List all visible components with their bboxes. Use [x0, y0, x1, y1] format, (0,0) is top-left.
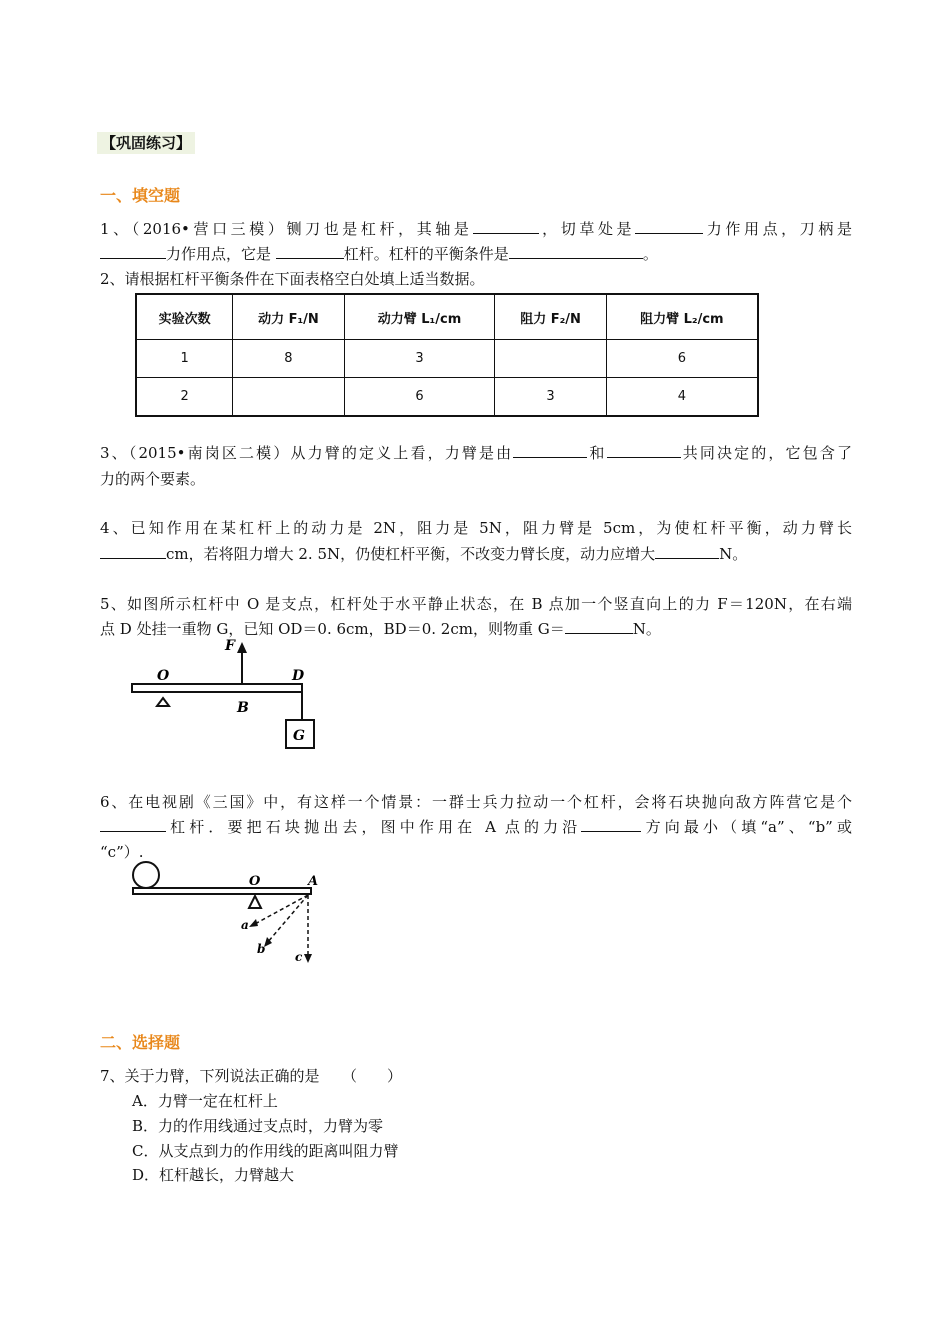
table-cell: 3 — [344, 340, 495, 378]
q1-text: 杠杆。杠杆的平衡条件是 — [343, 245, 509, 263]
stone-icon — [133, 862, 159, 888]
q3-text: 和 — [587, 444, 607, 462]
q2-text: 2、请根据杠杆平衡条件在下面表格空白处填上适当数据。 — [100, 270, 485, 288]
q7-option-c[interactable]: C．从支点到力的作用线的距离叫阻力臂 — [132, 1142, 399, 1160]
q5-blank-weight[interactable] — [565, 618, 633, 634]
table-cell: 6 — [344, 378, 495, 417]
q6-text: 杠杆．要把石块抛出去，图中作用在 A 点的力沿 — [166, 818, 582, 836]
q1-blank-condition[interactable] — [509, 243, 643, 259]
section-heading-fill: 一、填空题 — [100, 186, 181, 205]
q3-line2: 力的两个要素。 — [100, 470, 206, 488]
q4-blank-arm[interactable] — [100, 543, 166, 559]
section-tag: 【巩固练习】 — [97, 132, 195, 154]
q3-text: 3、（2015•南岗区二模）从力臂的定义上看，力臂是由 — [100, 444, 514, 462]
lever-figure-q5 — [125, 636, 325, 756]
q7-option-b[interactable]: B．力的作用线通过支点时，力臂为零 — [132, 1117, 384, 1135]
table-cell: 1 — [136, 340, 233, 378]
q3-text: 共同决定的，它包含了 — [680, 444, 852, 462]
table-header: 动力 F₁/N — [233, 294, 344, 340]
q5-text: N。 — [632, 620, 661, 638]
table-cell: 6 — [606, 340, 758, 378]
table-header: 动力臂 L₁/cm — [344, 294, 495, 340]
table-cell: 2 — [136, 378, 233, 417]
label-A: A — [308, 874, 319, 889]
q7-stem: 7、关于力臂，下列说法正确的是 （ ） — [100, 1067, 403, 1085]
lever-bar — [133, 888, 311, 894]
label-b: b — [257, 942, 266, 956]
q5-text: 点 D 处挂一重物 G，已知 OD＝0. 6cm，BD＝0. 2cm，则物重 G＝ — [100, 620, 565, 638]
label-D: D — [292, 668, 305, 684]
q1-text: 。 — [642, 245, 658, 263]
label-B: B — [237, 700, 249, 716]
table-header: 阻力臂 L₂/cm — [606, 294, 758, 340]
q3-line1 — [100, 441, 852, 465]
table-header: 实验次数 — [136, 294, 233, 340]
label-F: F — [225, 638, 235, 654]
q3-blank-1[interactable] — [513, 442, 587, 458]
label-a: a — [241, 918, 249, 932]
lever-bar — [132, 684, 302, 692]
table-header: 阻力 F₂/N — [495, 294, 606, 340]
q6-blank-type[interactable] — [100, 816, 166, 832]
q1-blank-handle[interactable] — [100, 243, 166, 259]
q4-text: cm，若将阻力增大 2. 5N，仍使杠杆平衡，不改变力臂长度，动力应增大 — [166, 545, 656, 563]
q6-line2 — [100, 815, 852, 839]
q1-text: 力作用点，它是 — [166, 245, 272, 263]
label-O: O — [249, 874, 261, 889]
q1-line2 — [100, 242, 852, 266]
q6-text: 方向最小（填“a”、“b”或 — [641, 818, 852, 836]
q1-text: ，切草处是 — [538, 220, 636, 238]
q4-blank-force[interactable] — [655, 543, 719, 559]
arrowhead-a-icon — [249, 919, 258, 927]
table-cell-blank[interactable] — [233, 378, 344, 417]
q7-option-a[interactable]: A．力臂一定在杠杆上 — [132, 1092, 278, 1110]
fulcrum-icon — [249, 896, 261, 908]
q1-line1 — [100, 217, 852, 241]
arrowhead-c-icon — [304, 954, 312, 963]
q1-blank-axis[interactable] — [473, 218, 539, 234]
q1-blank-cut[interactable] — [635, 218, 703, 234]
q3-blank-2[interactable] — [607, 442, 681, 458]
q5-line1: 5、如图所示杠杆中 O 是支点，杠杆处于水平静止状态，在 B 点加一个竖直向上的力 F＝120N，在右端 — [100, 595, 852, 613]
q6-line1: 6、在电视剧《三国》中，有这样一个情景：一群士兵力拉动一个杠杆，会将石块抛向敌方阵营它是个 — [100, 793, 852, 811]
lever-figure-q6 — [125, 855, 335, 970]
table-header-row — [136, 294, 758, 340]
table-cell: 4 — [606, 378, 758, 417]
q6-blank-direction[interactable] — [581, 816, 641, 832]
force-arrowhead-icon — [237, 642, 247, 653]
q1-blank-type[interactable] — [276, 243, 344, 259]
table-row — [136, 340, 758, 378]
section-heading-choice: 二、选择题 — [100, 1033, 181, 1052]
table-cell: 3 — [495, 378, 606, 417]
fulcrum-icon — [157, 698, 169, 706]
direction-a — [253, 895, 308, 925]
q4-text: N。 — [719, 545, 748, 563]
q7-option-d[interactable]: D．杠杆越长，力臂越大 — [132, 1166, 295, 1184]
q4-line2 — [100, 542, 852, 566]
q6-line3: “c”）. — [100, 843, 144, 861]
table-row — [136, 378, 758, 417]
label-G: G — [293, 728, 305, 744]
label-c: c — [295, 950, 303, 964]
table-cell-blank[interactable] — [495, 340, 606, 378]
table-cell: 8 — [233, 340, 344, 378]
data-table — [135, 293, 759, 417]
direction-b — [267, 895, 308, 943]
label-O: O — [157, 668, 170, 684]
q4-line1: 4、已知作用在某杠杆上的动力是 2N，阻力是 5N，阻力臂是 5cm，为使杠杆平衡，动力臂长 — [100, 519, 852, 537]
q1-text: 力作用点，刀柄是 — [703, 220, 852, 238]
q1-text: 1、（2016•营口三模）铡刀也是杠杆，其轴是 — [100, 220, 473, 238]
